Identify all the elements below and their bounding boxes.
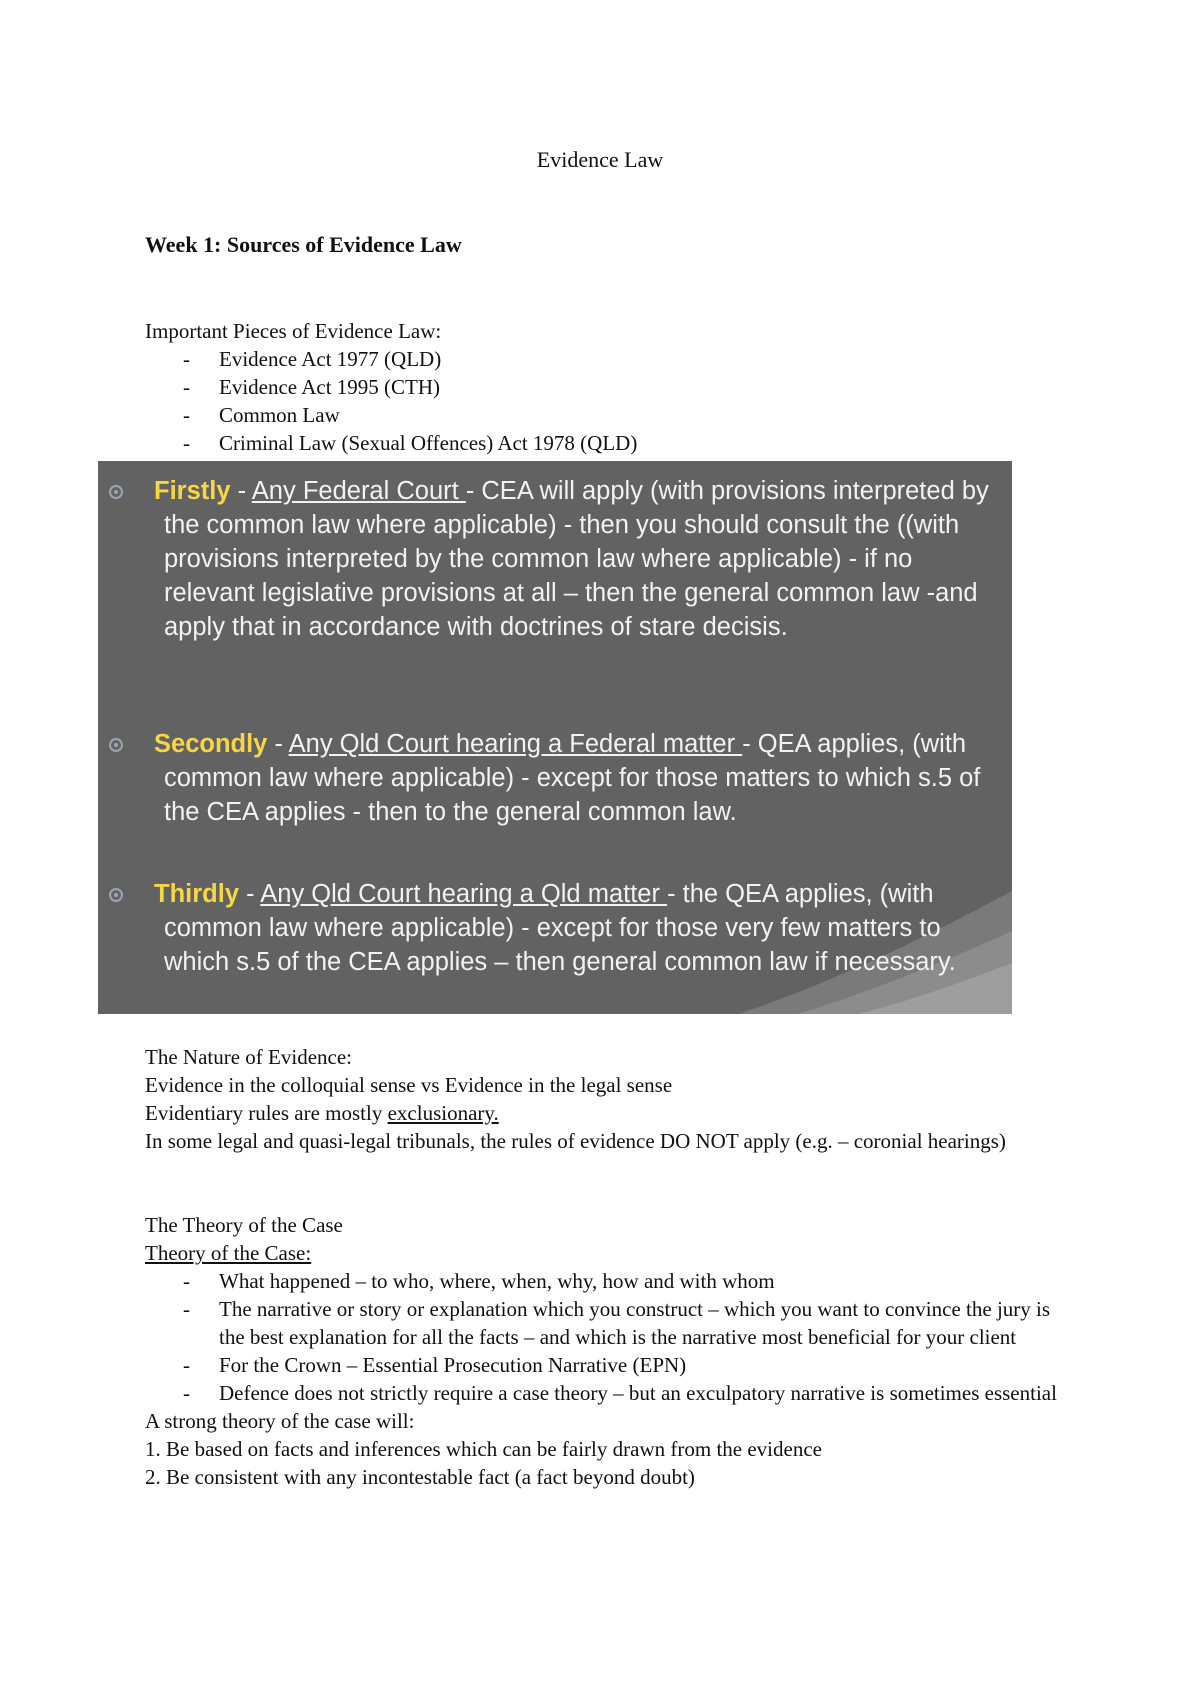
circle-bullet-icon bbox=[109, 738, 123, 752]
nature-line: Evidentiary rules are mostly exclusionary. bbox=[145, 1101, 499, 1125]
theory-subheading: Theory of the Case: bbox=[145, 1241, 312, 1265]
nature-line: Evidence in the colloquial sense vs Evidence in the legal sense bbox=[145, 1073, 673, 1097]
slide-text: - QEA applies, (with common law where applicable) - except for those matters to which s.5 of the CEA applies - then to the general common law. bbox=[164, 730, 981, 826]
theory-heading: The Theory of the Case bbox=[145, 1213, 343, 1237]
slide-keyword: Secondly bbox=[154, 730, 268, 758]
nature-section bbox=[145, 1043, 1065, 1155]
list-item: - Evidence Act 1977 (QLD) bbox=[145, 345, 1065, 373]
list-item: - Common Law bbox=[145, 401, 1065, 429]
legislation-heading: Important Pieces of Evidence Law: bbox=[145, 319, 442, 343]
slide-text: - CEA will apply (with provisions interpreted by the common law where applicable) - then you should consult the ((with provisions interpreted by the common law where applicable) - if no relevant legislative provisions at all – then the general common law -and apply that in accordance with doctrines of stare decisis. bbox=[164, 477, 989, 641]
slide-court: Any Qld Court hearing a Qld matter bbox=[260, 880, 668, 908]
theory-list bbox=[145, 1267, 1065, 1407]
numbered-item: 1. Be based on facts and inferences which can be fairly drawn from the evidence bbox=[145, 1437, 822, 1461]
numbered-item: 2. Be consistent with any incontestable fact (a fact beyond doubt) bbox=[145, 1465, 695, 1489]
nature-heading: The Nature of Evidence: bbox=[145, 1045, 352, 1069]
slide-court: Any Federal Court bbox=[251, 477, 466, 505]
list-item: - Evidence Act 1995 (CTH) bbox=[145, 373, 1065, 401]
list-item: - The narrative or story or explanation which you construct – which you want to convince the jury is the best explanation for all the facts – and which is the narrative most beneficial for your client bbox=[145, 1295, 1065, 1351]
list-item: - Criminal Law (Sexual Offences) Act 1978 (QLD) bbox=[145, 429, 1065, 457]
theory-section bbox=[145, 1211, 1065, 1491]
slide-text: - the QEA applies, (with common law where applicable) - except for those very few matters to which s.5 of the CEA applies – then general common law if necessary. bbox=[164, 880, 956, 976]
slide-court: Any Qld Court hearing a Federal matter bbox=[288, 730, 743, 758]
list-item: - Defence does not strictly require a case theory – but an exculpatory narrative is sometimes essential bbox=[145, 1379, 1065, 1407]
list-item: - For the Crown – Essential Prosecution Narrative (EPN) bbox=[145, 1351, 1065, 1379]
document-title: Evidence Law bbox=[536, 147, 664, 172]
circle-bullet-icon bbox=[109, 888, 123, 902]
list-item: - What happened – to who, where, when, why, how and with whom bbox=[145, 1267, 1065, 1295]
slide-keyword: Firstly bbox=[154, 477, 231, 505]
slide-keyword: Thirdly bbox=[154, 880, 240, 908]
slide-image: Firstly - Any Federal Court - CEA will apply (with provisions interpreted by the common law where applicable) - then you should consult the ((with provisions interpreted by the common law where applicable) - if no relevant legislative provisions at all – then the general common law -and apply that in accordance with doctrines of stare decisis. Secondly - Any Qld Court hearing a Federal matter - QEA applies, (with common law where applicable) - except for those matters to which s.5 of the CEA applies - then to the general common law. Thirdly - Any Qld Court hearing a Qld matter - the QEA applies, (with common law where applicable) - except for those very few matters to which s.5 of the CEA applies – then general common law if necessary. bbox=[98, 461, 1012, 1014]
legislation-section bbox=[145, 317, 1065, 457]
nature-line: In some legal and quasi-legal tribunals, the rules of evidence DO NOT apply (e.g. – coronial hearings) bbox=[145, 1129, 1006, 1153]
strong-theory-heading: A strong theory of the case will: bbox=[145, 1409, 415, 1433]
circle-bullet-icon bbox=[109, 485, 123, 499]
week-heading: Week 1: Sources of Evidence Law bbox=[145, 232, 462, 257]
legislation-list bbox=[145, 345, 1065, 457]
